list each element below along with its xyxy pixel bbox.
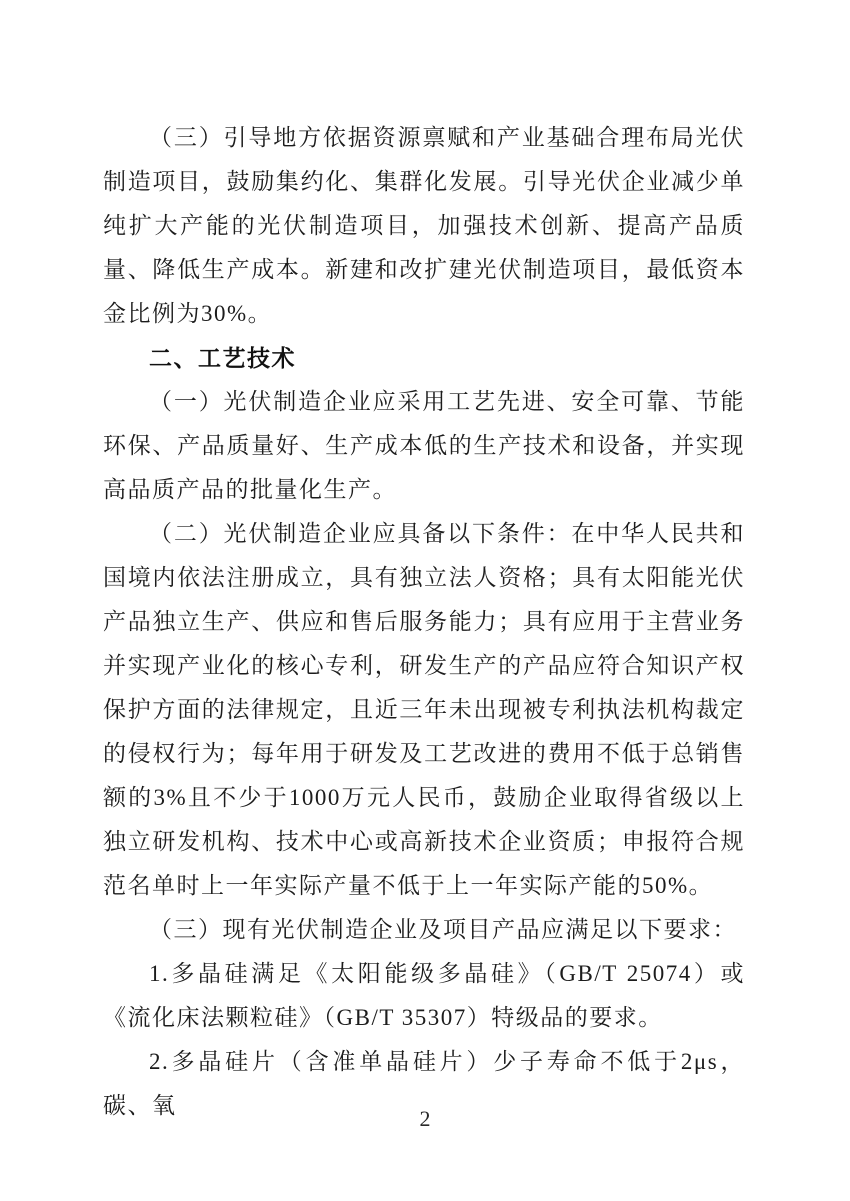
document-body	[103, 116, 745, 1128]
page-number: 2	[419, 1106, 431, 1131]
paragraph-item-1-production-tech: （一）光伏制造企业应采用工艺先进、安全可靠、节能环保、产品质量好、生产成本低的生产技术和设备，并实现高品质产品的批量化生产。	[103, 389, 745, 502]
paragraph-requirement-2-silicon-wafer: 2.多晶硅片（含准单晶硅片）少子寿命不低于2μs，碳、氧	[103, 1049, 745, 1118]
paragraph-item-2-enterprise-conditions: （二）光伏制造企业应具备以下条件：在中华人民共和国境内依法注册成立，具有独立法人资格；具有太阳能光伏产品独立生产、供应和售后服务能力；具有应用于主营业务并实现产业化的核心专利，研发生产的产品应符合知识产权保护方面的法律规定，且近三年未出现被专利执法机构裁定的侵权行为；每年用于研发及工艺改进的费用不低于总销售额的3%且不少于1000万元人民币，鼓励企业取得省级以上独立研发机构、技术中心或高新技术企业资质；申报符合规范名单时上一年实际产量不低于上一年实际产能的50%。	[103, 521, 745, 898]
paragraph-requirement-1-polysilicon: 1.多晶硅满足《太阳能级多晶硅》（GB/T 25074）或《流化床法颗粒硅》（GB/T 35307）特级品的要求。	[103, 961, 745, 1030]
section-heading-process-technology: 二、工艺技术	[149, 345, 296, 371]
paragraph-item-3-product-requirements: （三）现有光伏制造企业及项目产品应满足以下要求：	[149, 917, 737, 942]
paragraph-item-3-guidance: （三）引导地方依据资源禀赋和产业基础合理布局光伏制造项目，鼓励集约化、集群化发展。引导光伏企业减少单纯扩大产能的光伏制造项目，加强技术创新、提高产品质量、降低生产成本。新建和改扩建光伏制造项目，最低资本金比例为30%。	[103, 125, 745, 326]
